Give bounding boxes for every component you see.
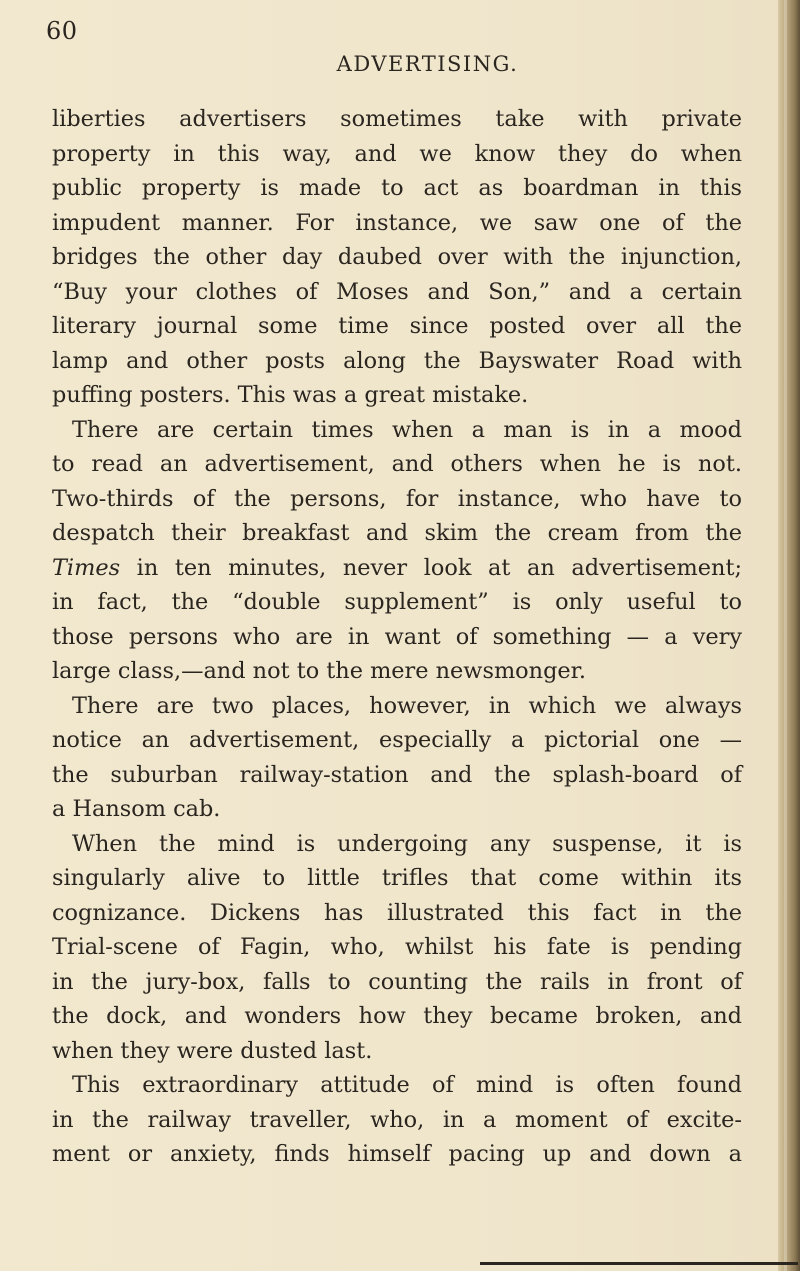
line-text: When the mind is undergoing any suspense, it is: [72, 830, 742, 857]
italic-word: Times: [52, 554, 121, 581]
line-text: to read an advertisement, and others when he is not.: [52, 451, 742, 477]
line-text: despatch their breakfast and skim the cream from the: [52, 520, 742, 546]
text-line: [52, 309, 742, 344]
line-text: There are certain times when a man is in a mood: [72, 416, 742, 443]
text-line: [52, 240, 742, 275]
text-line: [52, 275, 742, 310]
text-line: [52, 585, 742, 620]
line-text: cognizance. Dickens has illustrated this fact in the: [52, 899, 742, 926]
text-line: [52, 482, 742, 517]
line-text: ment or anxiety, finds himself pacing up and down a: [52, 1141, 742, 1167]
text-line: [52, 723, 742, 758]
text-line: [52, 102, 742, 137]
line-text: the dock, and wonders how they became broken, and: [52, 1003, 742, 1029]
line-text: in fact, the “double supplement” is only useful to: [52, 589, 742, 615]
running-title: ADVERTISING.: [336, 52, 519, 76]
text-line: [52, 171, 742, 206]
line-text: property in this way, and we know they do when: [52, 140, 742, 167]
text-line: [52, 1068, 742, 1103]
text-line: [52, 344, 742, 379]
text-line: [52, 413, 742, 448]
text-line: [52, 516, 742, 551]
page-number: 60: [46, 17, 78, 45]
text-line: [52, 930, 742, 965]
text-line: [52, 447, 742, 482]
text-line: [52, 206, 742, 241]
line-text: lamp and other posts along the Bayswater Road with: [52, 347, 742, 374]
line-text: “Buy your clothes of Moses and Son,” and a certain: [52, 278, 742, 305]
line-text: Trial-scene of Fagin, who, whilst his fate is pending: [52, 934, 742, 960]
line-text: a Hansom cab.: [52, 796, 221, 822]
text-line: [52, 654, 742, 689]
text-line: [52, 689, 742, 724]
text-line: [52, 792, 742, 827]
text-line: [52, 1103, 742, 1138]
text-line: [52, 758, 742, 793]
body-text: [52, 102, 742, 1172]
line-text: in the jury-box, falls to counting the rails in front of: [52, 968, 742, 995]
bottom-rule: [480, 1262, 798, 1265]
line-text: impudent manner. For instance, we saw one of the: [52, 209, 742, 236]
line-text: singularly alive to little trifles that come within its: [52, 865, 742, 891]
line-text: liberties advertisers sometimes take with private: [52, 106, 742, 132]
line-text: public property is made to act as boardman in this: [52, 175, 742, 201]
line-text: notice an advertisement, especially a pictorial one —: [52, 727, 742, 753]
line-text: puffing posters. This was a great mistake.: [52, 382, 529, 408]
text-line: [52, 827, 742, 862]
line-text: those persons who are in want of something — a very: [52, 623, 742, 650]
text-line: [52, 1137, 742, 1172]
line-text: This extraordinary attitude of mind is often found: [72, 1072, 742, 1098]
text-line: [52, 861, 742, 896]
page-edge: [778, 0, 800, 1271]
line-text: large class,—and not to the mere newsmonger.: [52, 658, 587, 684]
line-text: literary journal some time since posted over all the: [52, 313, 742, 339]
text-line: [52, 137, 742, 172]
line-text: the suburban railway-station and the splash-board of: [52, 761, 742, 788]
text-line: [52, 551, 742, 586]
text-line: [52, 965, 742, 1000]
line-text: bridges the other day daubed over with the injunction,: [52, 244, 742, 270]
line-text: There are two places, however, in which we always: [72, 692, 742, 719]
text-line: [52, 1034, 742, 1069]
text-line: [52, 999, 742, 1034]
line-text: in the railway traveller, who, in a moment of excite-: [52, 1106, 742, 1133]
text-line: [52, 378, 742, 413]
line-text: when they were dusted last.: [52, 1037, 373, 1064]
line-text: in ten minutes, never look at an advertisement;: [120, 554, 742, 581]
text-line: [52, 896, 742, 931]
line-text: Two-thirds of the persons, for instance, who have to: [52, 485, 742, 512]
text-line: [52, 620, 742, 655]
